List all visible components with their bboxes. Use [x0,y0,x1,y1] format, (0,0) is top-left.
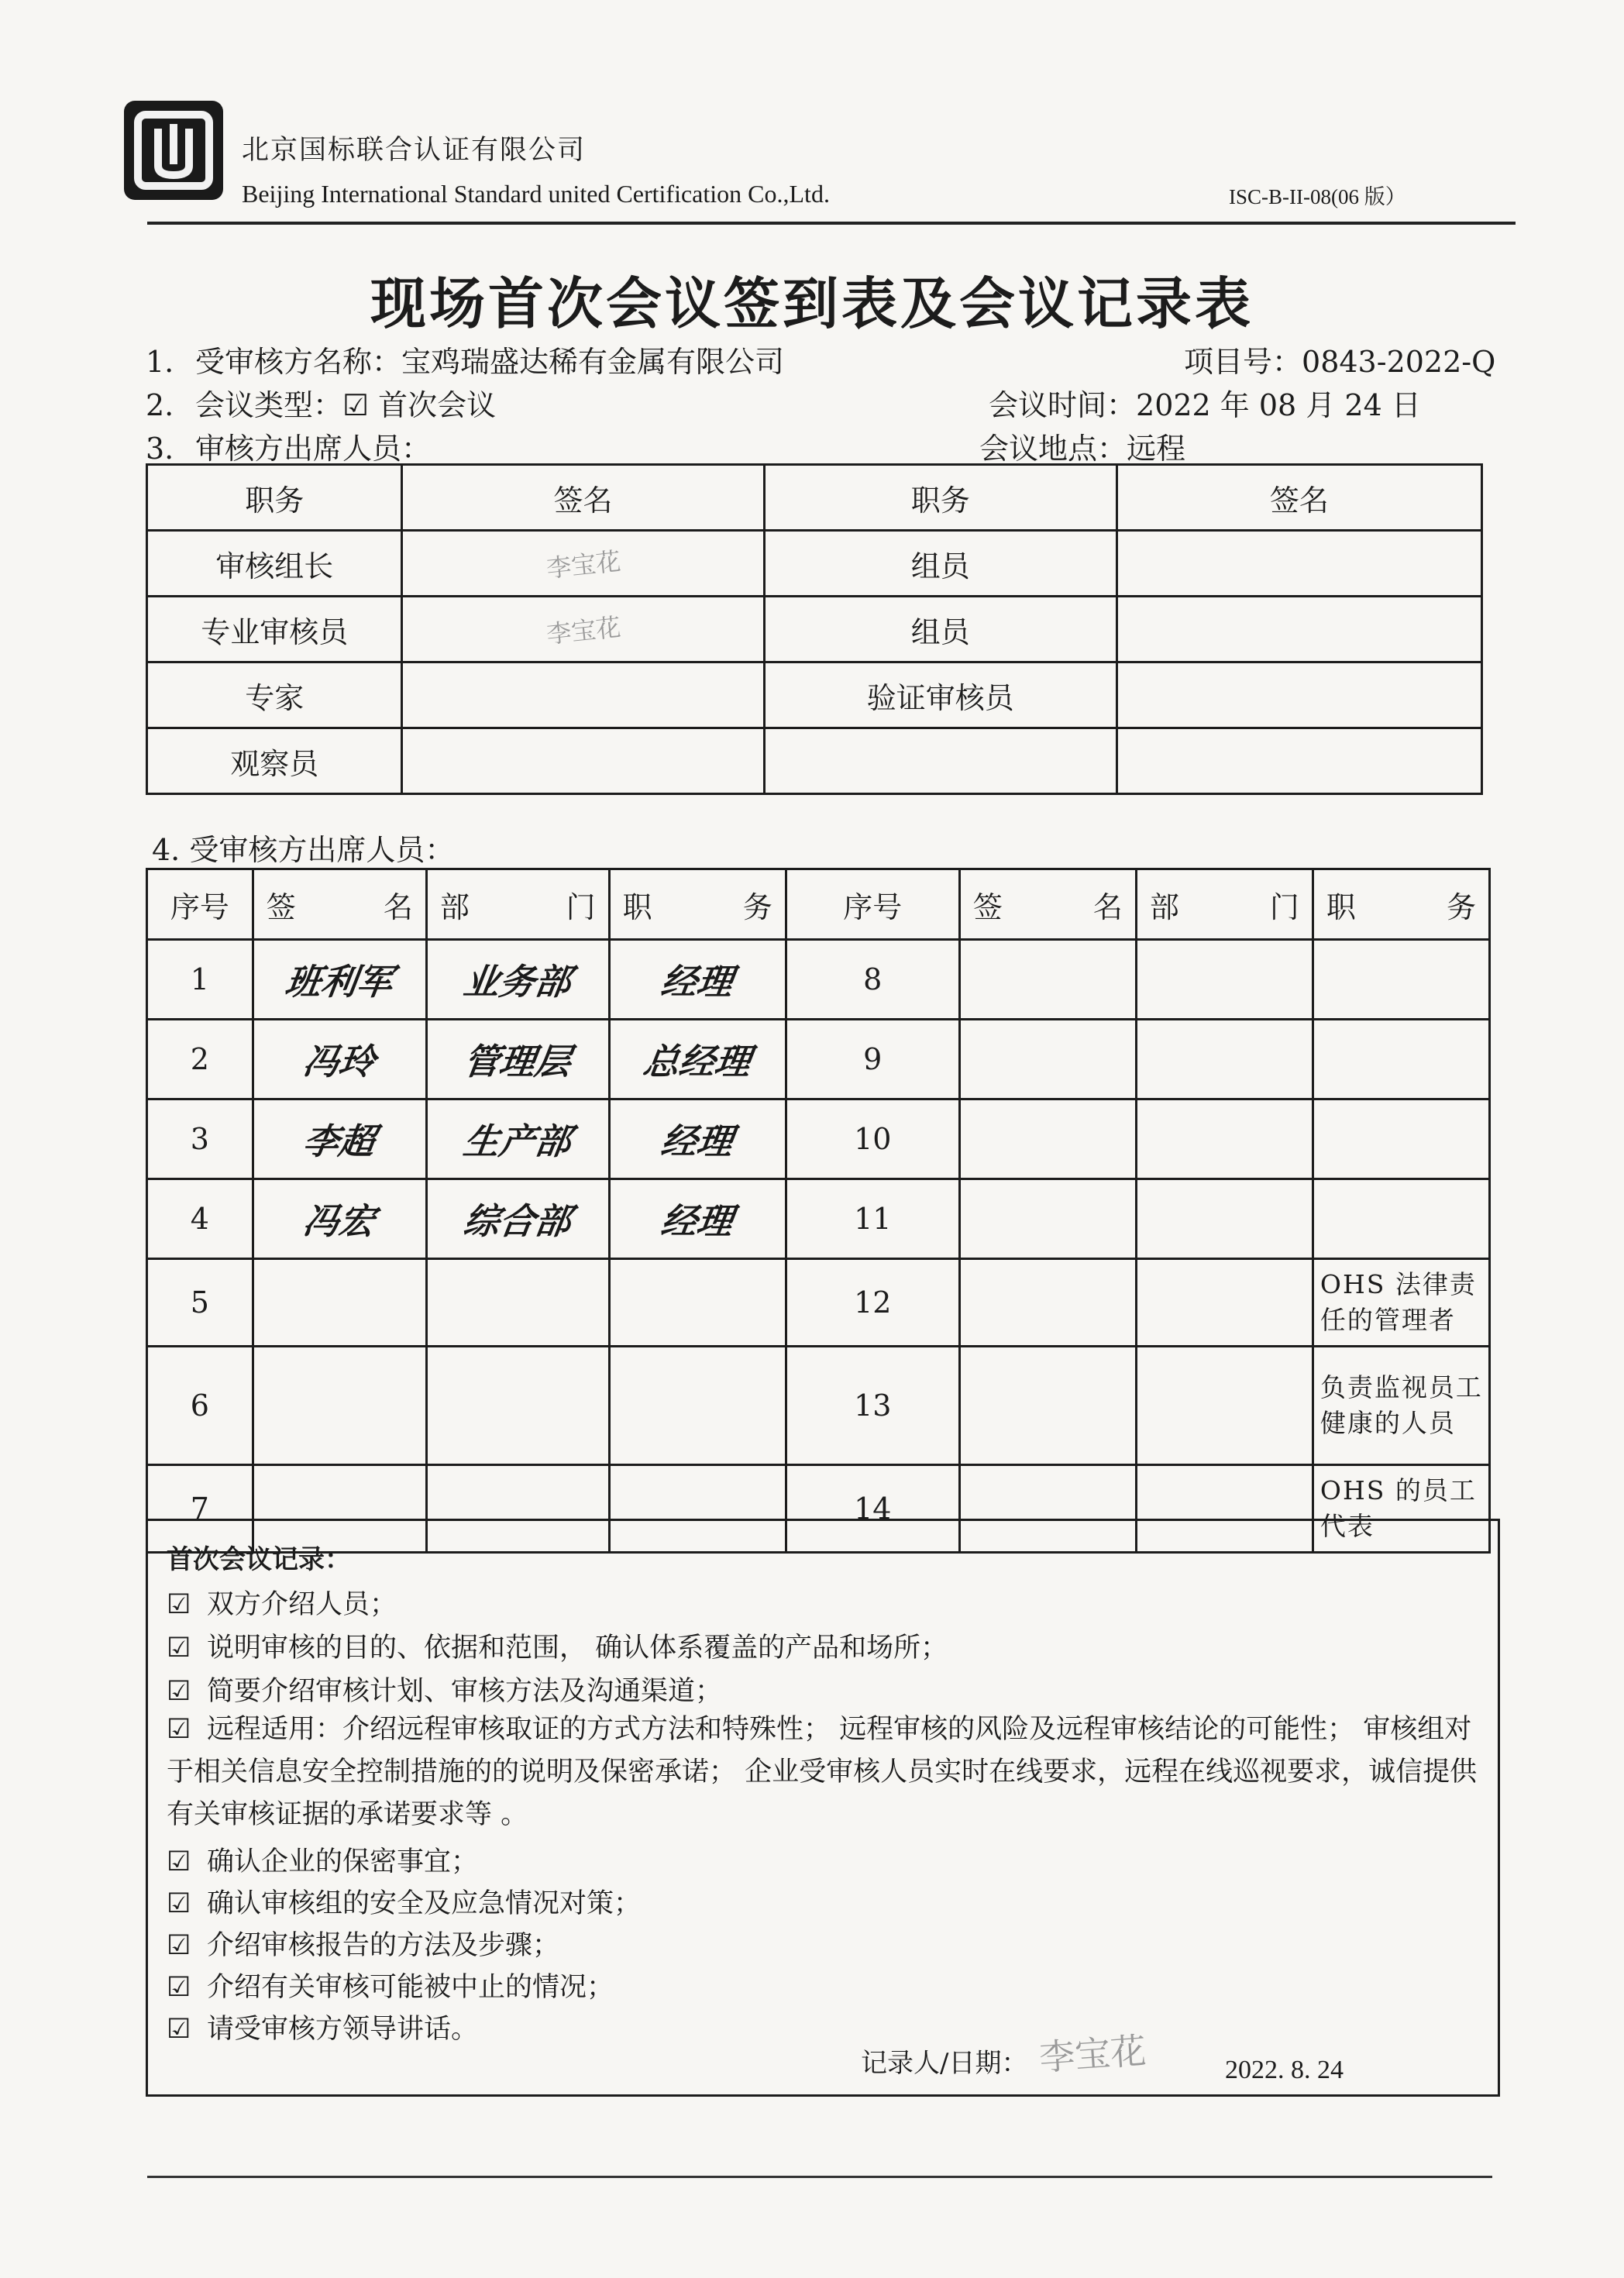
meeting-place-label: 会议地点： [979,432,1127,466]
table-row [147,1259,1490,1347]
page-title: 现场首次会议签到表及会议记录表 [370,271,1254,336]
meeting-minutes-box [146,1519,1500,2097]
checkbox-checked-icon: ☑ [167,1589,191,1620]
role-cell: 验证审核员 [764,662,1116,728]
role-cell: 组员 [764,597,1116,662]
checkbox-checked-icon: ☑ [167,1930,191,1961]
post-cell [1313,940,1489,1020]
signature-cell [1116,597,1481,662]
name-cell [959,1179,1136,1259]
table-row [147,531,1482,597]
name-cell [959,1259,1136,1347]
minutes-item [167,1626,948,1665]
minutes-item-text: 简要介绍审核计划、审核方法及沟通渠道； [207,1676,723,1707]
name-cell [959,1347,1136,1465]
checkbox-checked-icon: ☑ [167,1888,191,1919]
post-cell [609,1347,786,1465]
handwritten-dept: 业务部 [461,961,574,1003]
header-text: 门 [1269,890,1299,924]
signature-cell [1116,662,1481,728]
checkbox-checked-icon: ☑ [167,1846,191,1877]
seq-cell: 11 [786,1179,959,1259]
dept-cell [426,940,609,1020]
seq-cell: 2 [147,1020,253,1099]
name-cell [253,1099,426,1179]
handwritten-name: 冯玲 [301,1041,378,1082]
header-seq: 序号 [147,869,253,940]
post-cell [609,940,786,1020]
dept-cell [1136,1347,1313,1465]
minutes-item [167,1882,641,1921]
seq-cell: 6 [147,1347,253,1465]
header-text: 名 [1092,890,1123,924]
signature-cell [1116,728,1481,794]
name-cell [959,940,1136,1020]
dept-cell [1136,1099,1313,1179]
meeting-time-label: 会议时间： [989,388,1137,422]
post-cell [1313,1020,1489,1099]
dept-cell [1136,1259,1313,1347]
post-cell [609,1020,786,1099]
recorder-label: 记录人/日期： [861,2048,1028,2079]
header-signature: 签名 [1116,465,1481,531]
dept-cell [1136,940,1313,1020]
meeting-type-line [146,381,496,424]
header-text: 签 [972,890,1003,924]
seq-cell: 5 [147,1259,253,1347]
checkbox-checked-icon: ☑ [167,1714,191,1745]
post-cell: 负责监视员工健康的人员 [1313,1347,1489,1465]
meeting-type-value: ☑ 首次会议 [342,388,497,422]
header-seq: 序号 [786,869,959,940]
signature-cell [402,597,764,662]
header-dept [426,869,609,940]
recorder-date: 2022. 8. 24 [1225,2056,1344,2084]
checkbox-checked-icon: ☑ [167,2014,191,2045]
header-dept [1136,869,1313,940]
header-text: 职 [1326,890,1356,924]
role-cell: 组员 [764,531,1116,597]
minutes-item-text: 请受审核方领导讲话。 [207,2014,479,2045]
name-cell [253,1259,426,1347]
minutes-item-text: 确认企业的保密事宜； [207,1846,479,1877]
name-cell [959,1099,1136,1179]
seq-cell: 7 [147,1465,253,1553]
header-text: 部 [439,890,470,924]
signature-cell [402,662,764,728]
role-cell: 专业审核员 [147,597,402,662]
meeting-time-line [989,381,1421,424]
auditee-line [146,338,784,380]
table-row [147,1020,1490,1099]
name-cell [959,1020,1136,1099]
seq-cell: 13 [786,1347,959,1465]
header-name [959,869,1136,940]
auditee-attendees-table [146,868,1491,1554]
seq-cell: 9 [786,1020,959,1099]
handwritten-name: 李超 [301,1120,378,1162]
auditors-label: 审核方出席人员： [195,432,432,466]
minutes-item-text: 确认审核组的安全及应急情况对策； [207,1888,642,1919]
org-name-en: Beijing International Standard united Certification Co.,Ltd. [242,180,830,208]
minutes-item-text: 双方介绍人员； [207,1589,397,1620]
header-text: 务 [1446,890,1476,924]
minutes-item-text: 介绍有关审核可能被中止的情况； [207,1972,614,2003]
dept-cell [1136,1020,1313,1099]
post-cell [609,1179,786,1259]
auditee-label: 受审核方名称： [195,345,402,379]
dept-cell [426,1259,609,1347]
checkbox-checked-icon: ☑ [167,1972,191,2003]
dept-cell [426,1179,609,1259]
line-number: 1. [146,345,174,379]
handwritten-post: 经理 [658,1200,736,1242]
seq-cell: 1 [147,940,253,1020]
header-divider [147,222,1516,225]
table-header-row [147,465,1482,531]
auditee-value: 宝鸡瑞盛达稀有金属有限公司 [401,345,785,379]
minutes-item [167,1924,559,1963]
minutes-item [167,1840,478,1879]
minutes-item [167,1966,614,2004]
meeting-type-label: 会议类型： [195,388,343,422]
header-text: 务 [742,890,772,924]
meeting-time-value: 2022 年 08 月 24 日 [1136,388,1421,422]
minutes-item-text: 介绍审核报告的方法及步骤； [207,1930,560,1961]
seq-cell: 3 [147,1099,253,1179]
recorder-signature: 李宝花 [1037,2029,1147,2079]
dept-cell [1136,1179,1313,1259]
dept-cell [426,1347,609,1465]
header-post [609,869,786,940]
header-text: 职 [622,890,652,924]
handwritten-signature: 李宝花 [545,546,622,583]
document-code: ISC-B-II-08(06 版） [1229,185,1406,208]
meeting-place-value: 远程 [1127,432,1186,466]
role-cell: 专家 [147,662,402,728]
seq-cell: 14 [786,1465,959,1553]
table-row [147,940,1490,1020]
signature-cell [402,728,764,794]
handwritten-name: 班利军 [283,961,396,1003]
auditee-attendees-label: 4. 受审核方出席人员： [152,833,455,867]
header-text: 门 [566,890,596,924]
header-text: 名 [383,890,413,924]
role-cell: 审核组长 [147,531,402,597]
signature-cell [1116,531,1481,597]
role-cell: 观察员 [147,728,402,794]
post-cell [609,1099,786,1179]
post-cell [1313,1179,1489,1259]
minutes-item [167,2008,478,2046]
handwritten-dept: 生产部 [461,1120,574,1162]
role-cell [764,728,1116,794]
header-signature: 签名 [402,465,764,531]
table-header-row [147,869,1490,940]
signature-cell [402,531,764,597]
project-label: 项目号： [1184,345,1302,379]
meeting-place-line [979,425,1185,467]
header-name [253,869,426,940]
header-post [1313,869,1489,940]
auditors-line [146,425,431,467]
checkbox-checked-icon: ☑ [167,1633,191,1664]
post-cell [1313,1099,1489,1179]
handwritten-post: 经理 [658,1120,736,1162]
handwritten-post: 总经理 [640,1041,754,1082]
minutes-item-text: 远程适用：介绍远程审核取证的方式方法和特殊性； 远程审核的风险及远程审核结论的可能性； 审核组对于相关信息安全控制措施的的说明及保密承诺； 企业受审核人员实时在线要求，远程在线巡视要求，诚信提供有关审核证据的承诺要求等 。 [167,1714,1478,1830]
table-row [147,1099,1490,1179]
post-cell: OHS 法律责任的管理者 [1313,1259,1489,1347]
name-cell [253,1347,426,1465]
name-cell [253,1020,426,1099]
checkbox-checked-icon: ☑ [167,1676,191,1707]
header-role: 职务 [764,465,1116,531]
handwritten-dept: 综合部 [461,1200,574,1242]
table-row [147,728,1482,794]
seq-cell: 12 [786,1259,959,1347]
post-cell [609,1259,786,1347]
minutes-title: 首次会议记录： [167,1544,351,1575]
handwritten-dept: 管理层 [461,1041,574,1082]
seq-cell: 10 [786,1099,959,1179]
header-text: 部 [1149,890,1179,924]
seq-cell: 4 [147,1179,253,1259]
minutes-item-text: 说明审核的目的、依据和范围， 确认体系覆盖的产品和场所； [207,1633,948,1664]
name-cell [253,940,426,1020]
dept-cell [426,1020,609,1099]
header-text: 签 [266,890,296,924]
minutes-remote-paragraph [167,1708,1484,1836]
project-line [1184,338,1495,380]
name-cell [253,1179,426,1259]
audit-team-table [146,463,1483,795]
logo-emblem-icon [124,101,223,200]
project-value: 0843-2022-Q [1302,345,1496,379]
table-row [147,1179,1490,1259]
footer-divider [147,2176,1492,2178]
minutes-item [167,1583,397,1622]
dept-cell [426,1099,609,1179]
minutes-item [167,1670,722,1708]
seq-cell: 8 [786,940,959,1020]
handwritten-post: 经理 [658,961,736,1003]
table-row [147,597,1482,662]
org-name-cn: 北京国标联合认证有限公司 [242,135,587,166]
table-row [147,662,1482,728]
company-logo [124,101,223,200]
line-number: 3. [146,432,174,466]
line-number: 2. [146,388,174,422]
post-cell: OHS 的员工代表 [1313,1465,1489,1553]
header-role: 职务 [147,465,402,531]
handwritten-signature: 李宝花 [545,612,622,649]
table-row [147,1347,1490,1465]
handwritten-name: 冯宏 [301,1200,378,1242]
